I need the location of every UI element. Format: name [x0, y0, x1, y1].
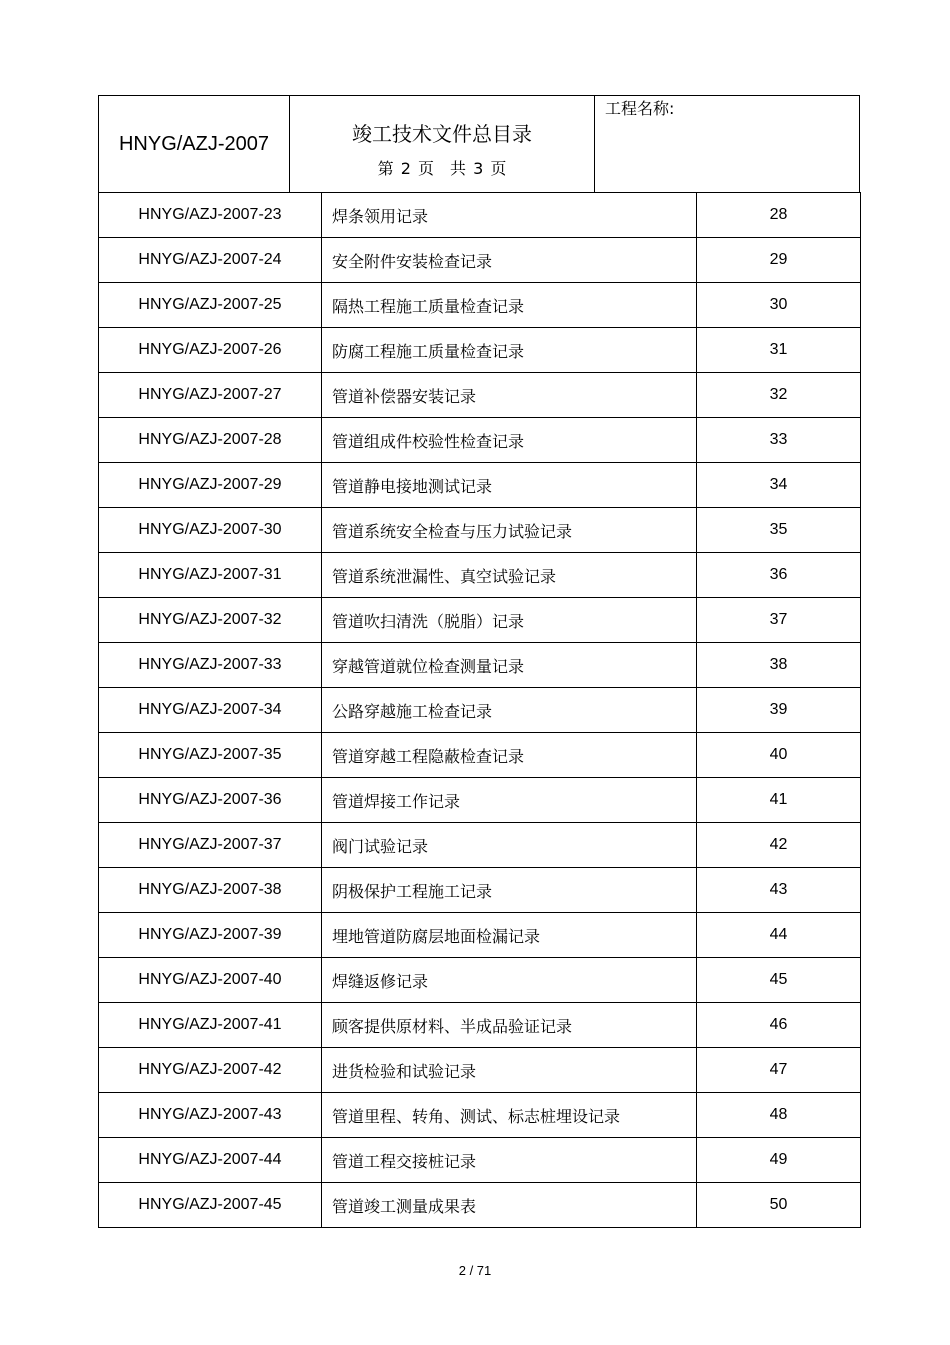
table-row — [99, 1048, 861, 1093]
record-code: HNYG/AZJ-2007-34 — [99, 688, 322, 733]
record-code: HNYG/AZJ-2007-45 — [99, 1183, 322, 1228]
record-page: 46 — [697, 1003, 861, 1048]
record-code: HNYG/AZJ-2007-41 — [99, 1003, 322, 1048]
record-name: 管道竣工测量成果表 — [322, 1183, 697, 1228]
record-page: 30 — [697, 283, 861, 328]
record-name: 管道工程交接桩记录 — [322, 1138, 697, 1183]
record-page: 32 — [697, 373, 861, 418]
record-name: 安全附件安装检查记录 — [322, 238, 697, 283]
record-page: 48 — [697, 1093, 861, 1138]
record-name: 焊条领用记录 — [322, 193, 697, 238]
header-form-code: HNYG/AZJ-2007 — [99, 96, 290, 192]
record-page: 47 — [697, 1048, 861, 1093]
table-row — [99, 463, 861, 508]
header-title-cell — [290, 96, 595, 192]
record-page: 31 — [697, 328, 861, 373]
record-code: HNYG/AZJ-2007-30 — [99, 508, 322, 553]
record-name: 隔热工程施工质量检查记录 — [322, 283, 697, 328]
record-page: 38 — [697, 643, 861, 688]
record-page: 50 — [697, 1183, 861, 1228]
record-code: HNYG/AZJ-2007-31 — [99, 553, 322, 598]
table-row — [99, 1138, 861, 1183]
toc-table — [98, 192, 861, 1228]
record-page: 35 — [697, 508, 861, 553]
record-code: HNYG/AZJ-2007-27 — [99, 373, 322, 418]
record-name: 管道组成件校验性检查记录 — [322, 418, 697, 463]
table-row — [99, 868, 861, 913]
record-name: 公路穿越施工检查记录 — [322, 688, 697, 733]
record-name: 埋地管道防腐层地面检漏记录 — [322, 913, 697, 958]
table-row — [99, 598, 861, 643]
record-name: 管道系统安全检查与压力试验记录 — [322, 508, 697, 553]
record-code: HNYG/AZJ-2007-32 — [99, 598, 322, 643]
record-name: 阴极保护工程施工记录 — [322, 868, 697, 913]
table-row — [99, 418, 861, 463]
record-code: HNYG/AZJ-2007-23 — [99, 193, 322, 238]
record-page: 41 — [697, 778, 861, 823]
table-row — [99, 1093, 861, 1138]
record-code: HNYG/AZJ-2007-26 — [99, 328, 322, 373]
table-row — [99, 958, 861, 1003]
project-name-label: 工程名称: — [605, 99, 675, 118]
record-code: HNYG/AZJ-2007-36 — [99, 778, 322, 823]
record-page: 39 — [697, 688, 861, 733]
record-page: 34 — [697, 463, 861, 508]
record-code: HNYG/AZJ-2007-44 — [99, 1138, 322, 1183]
page-info: 第 2 页 共 3 页 — [377, 159, 507, 178]
record-page: 45 — [697, 958, 861, 1003]
table-row — [99, 1183, 861, 1228]
table-row — [99, 193, 861, 238]
table-row — [99, 733, 861, 778]
record-code: HNYG/AZJ-2007-37 — [99, 823, 322, 868]
table-row — [99, 823, 861, 868]
table-row — [99, 508, 861, 553]
record-name: 进货检验和试验记录 — [322, 1048, 697, 1093]
page-footer: 2 / 71 — [458, 1263, 492, 1278]
record-name: 顾客提供原材料、半成品验证记录 — [322, 1003, 697, 1048]
record-page: 40 — [697, 733, 861, 778]
record-code: HNYG/AZJ-2007-39 — [99, 913, 322, 958]
table-row — [99, 643, 861, 688]
record-page: 49 — [697, 1138, 861, 1183]
record-page: 44 — [697, 913, 861, 958]
record-code: HNYG/AZJ-2007-35 — [99, 733, 322, 778]
record-code: HNYG/AZJ-2007-24 — [99, 238, 322, 283]
record-name: 管道吹扫清洗（脱脂）记录 — [322, 598, 697, 643]
record-code: HNYG/AZJ-2007-42 — [99, 1048, 322, 1093]
record-page: 42 — [697, 823, 861, 868]
record-page: 33 — [697, 418, 861, 463]
record-page: 28 — [697, 193, 861, 238]
record-name: 防腐工程施工质量检查记录 — [322, 328, 697, 373]
record-code: HNYG/AZJ-2007-28 — [99, 418, 322, 463]
record-name: 管道焊接工作记录 — [322, 778, 697, 823]
record-code: HNYG/AZJ-2007-38 — [99, 868, 322, 913]
record-name: 管道补偿器安装记录 — [322, 373, 697, 418]
record-page: 29 — [697, 238, 861, 283]
table-row — [99, 778, 861, 823]
document-header — [98, 95, 860, 193]
table-row — [99, 238, 861, 283]
record-name: 管道穿越工程隐蔽检查记录 — [322, 733, 697, 778]
table-row — [99, 283, 861, 328]
document-title: 竣工技术文件总目录 — [352, 122, 532, 146]
record-page: 37 — [697, 598, 861, 643]
record-name: 穿越管道就位检查测量记录 — [322, 643, 697, 688]
toc-body — [99, 193, 861, 1228]
table-row — [99, 688, 861, 733]
record-code: HNYG/AZJ-2007-29 — [99, 463, 322, 508]
record-name: 管道里程、转角、测试、标志桩埋设记录 — [322, 1093, 697, 1138]
table-row — [99, 553, 861, 598]
table-row — [99, 913, 861, 958]
record-page: 36 — [697, 553, 861, 598]
record-name: 焊缝返修记录 — [322, 958, 697, 1003]
record-code: HNYG/AZJ-2007-43 — [99, 1093, 322, 1138]
record-code: HNYG/AZJ-2007-25 — [99, 283, 322, 328]
record-name: 阀门试验记录 — [322, 823, 697, 868]
record-name: 管道系统泄漏性、真空试验记录 — [322, 553, 697, 598]
table-row — [99, 328, 861, 373]
record-name: 管道静电接地测试记录 — [322, 463, 697, 508]
record-page: 43 — [697, 868, 861, 913]
project-name-cell — [595, 96, 859, 192]
table-row — [99, 373, 861, 418]
table-row — [99, 1003, 861, 1048]
record-code: HNYG/AZJ-2007-40 — [99, 958, 322, 1003]
record-code: HNYG/AZJ-2007-33 — [99, 643, 322, 688]
